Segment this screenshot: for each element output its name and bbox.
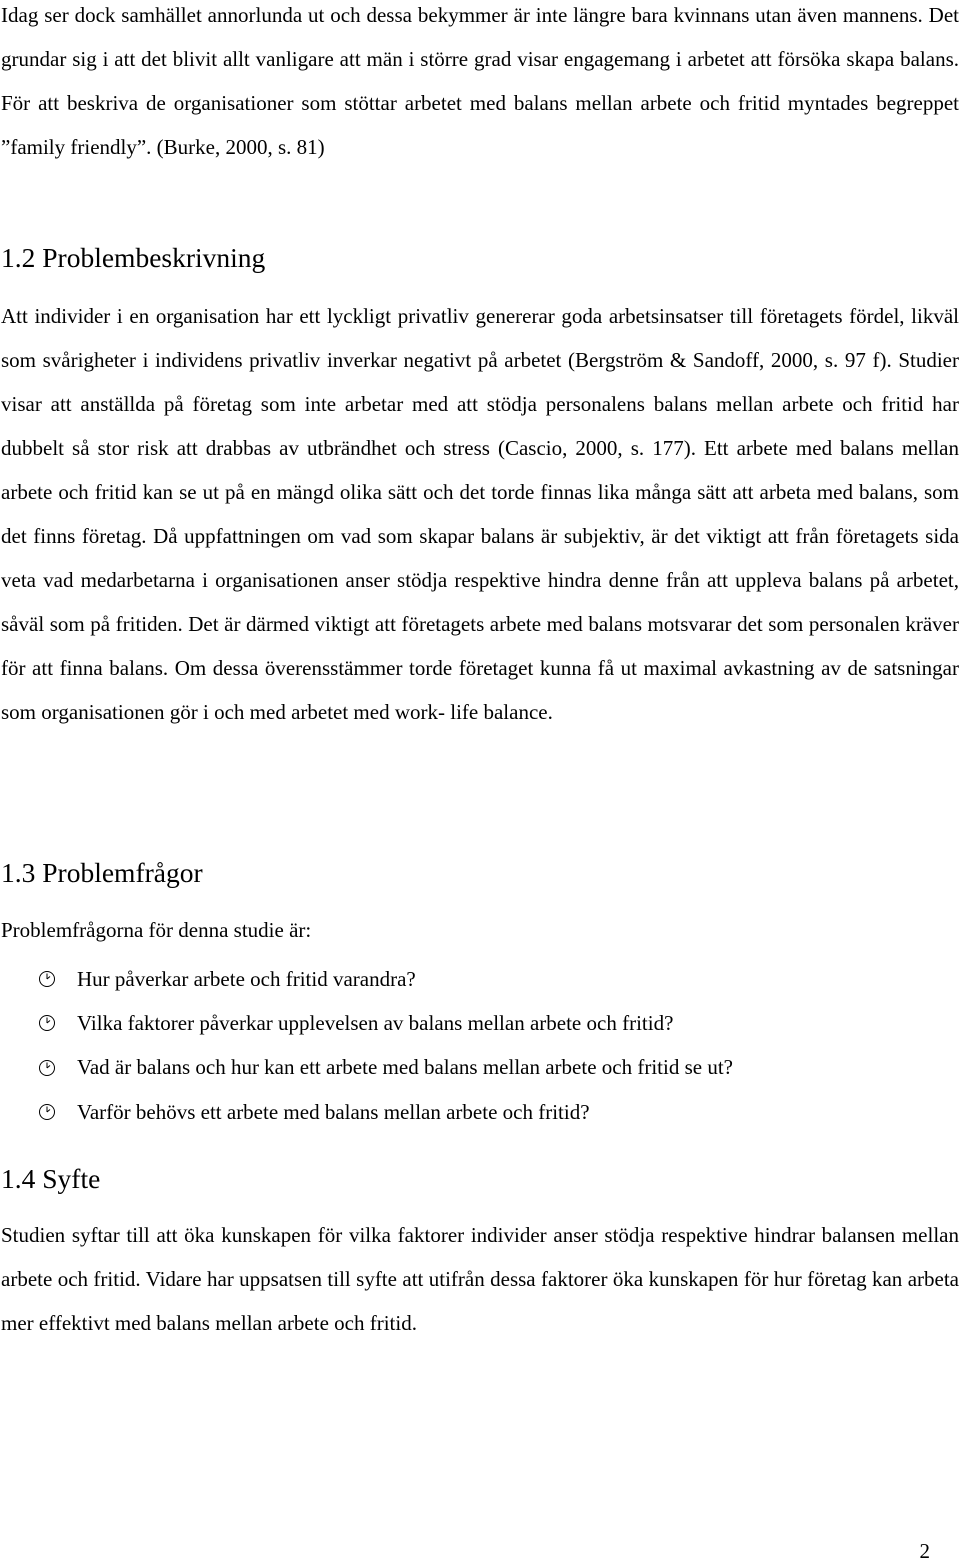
heading-syfte: 1.4 Syfte <box>1 1163 101 1194</box>
heading-problemfragor: 1.3 Problemfrågor <box>1 857 203 888</box>
question-item <box>0 957 733 1001</box>
question-item <box>0 1046 733 1090</box>
question-text: Hur påverkar arbete och fritid varandra? <box>77 966 416 991</box>
question-text: Varför behövs ett arbete med balans mellan arbete och fritid? <box>77 1099 590 1124</box>
clock-icon <box>0 1103 77 1121</box>
heading-problembeskrivning: 1.2 Problembeskrivning <box>1 242 266 273</box>
question-item <box>0 1001 733 1045</box>
clock-icon <box>0 1059 77 1077</box>
problem-paragraph: Att individer i en organisation har ett lyckligt privatliv genererar goda arbetsinsatser till företagets fördel, likväl som svårigheter i individens privatliv inverkar negativt på arbetet (Bergström & Sandoff, 2000, s. 97 f). Studier visar att anställda på företag som inte arbetar med att stödja personalens balans mellan arbete och fritid har dubbelt så stor risk att drabbas av utbrändhet och stress (Cascio, 2000, s. 177). Ett arbete med balans mellan arbete och fritid kan se ut på en mängd olika sätt och det torde finnas lika många sätt att arbeta med balans, som det finns företag. Då uppfattningen om vad som skapar balans är subjektiv, är det viktigt att från företagets sida veta vad medarbetarna i organisationen anser stödja respektive hindra denne från att uppleva balans på arbetet, såväl som på fritiden. Det är därmed viktigt att företagets arbete med balans motsvarar det som personalen kräver för att finna balans. Om dessa överensstämmer torde företaget kunna få ut maximal avkastning av de satsningar som organisationen gör i och med arbetet med work- life balance. <box>1 304 959 724</box>
clock-icon <box>0 1014 77 1032</box>
clock-icon <box>0 970 77 988</box>
page-number: 2 <box>919 1539 930 1563</box>
question-text: Vilka faktorer påverkar upplevelsen av balans mellan arbete och fritid? <box>77 1010 674 1035</box>
question-text: Vad är balans och hur kan ett arbete med balans mellan arbete och fritid se ut? <box>77 1055 733 1080</box>
purpose-paragraph: Studien syftar till att öka kunskapen för vilka faktorer individer anser stödja respektive hindrar balansen mellan arbete och fritid. Vidare har uppsatsen till syfte att utifrån dessa faktorer öka kunskapen för hur företag kan arbeta mer effektivt med balans mellan arbete och fritid. <box>1 1223 959 1335</box>
question-item <box>0 1090 733 1134</box>
questions-intro: Problemfrågorna för denna studie är: <box>1 918 312 942</box>
intro-paragraph: Idag ser dock samhället annorlunda ut och dessa bekymmer är inte längre bara kvinnans utan även mannens. Det grundar sig i att det blivit allt vanligare att män i större grad visar engagemang i arbetet att försöka skapa balans. För att beskriva de organisationer som stöttar arbetet med balans mellan arbete och fritid myntades begreppet ”family friendly”. (Burke, 2000, s. 81) <box>1 3 959 159</box>
question-list <box>0 957 733 1134</box>
